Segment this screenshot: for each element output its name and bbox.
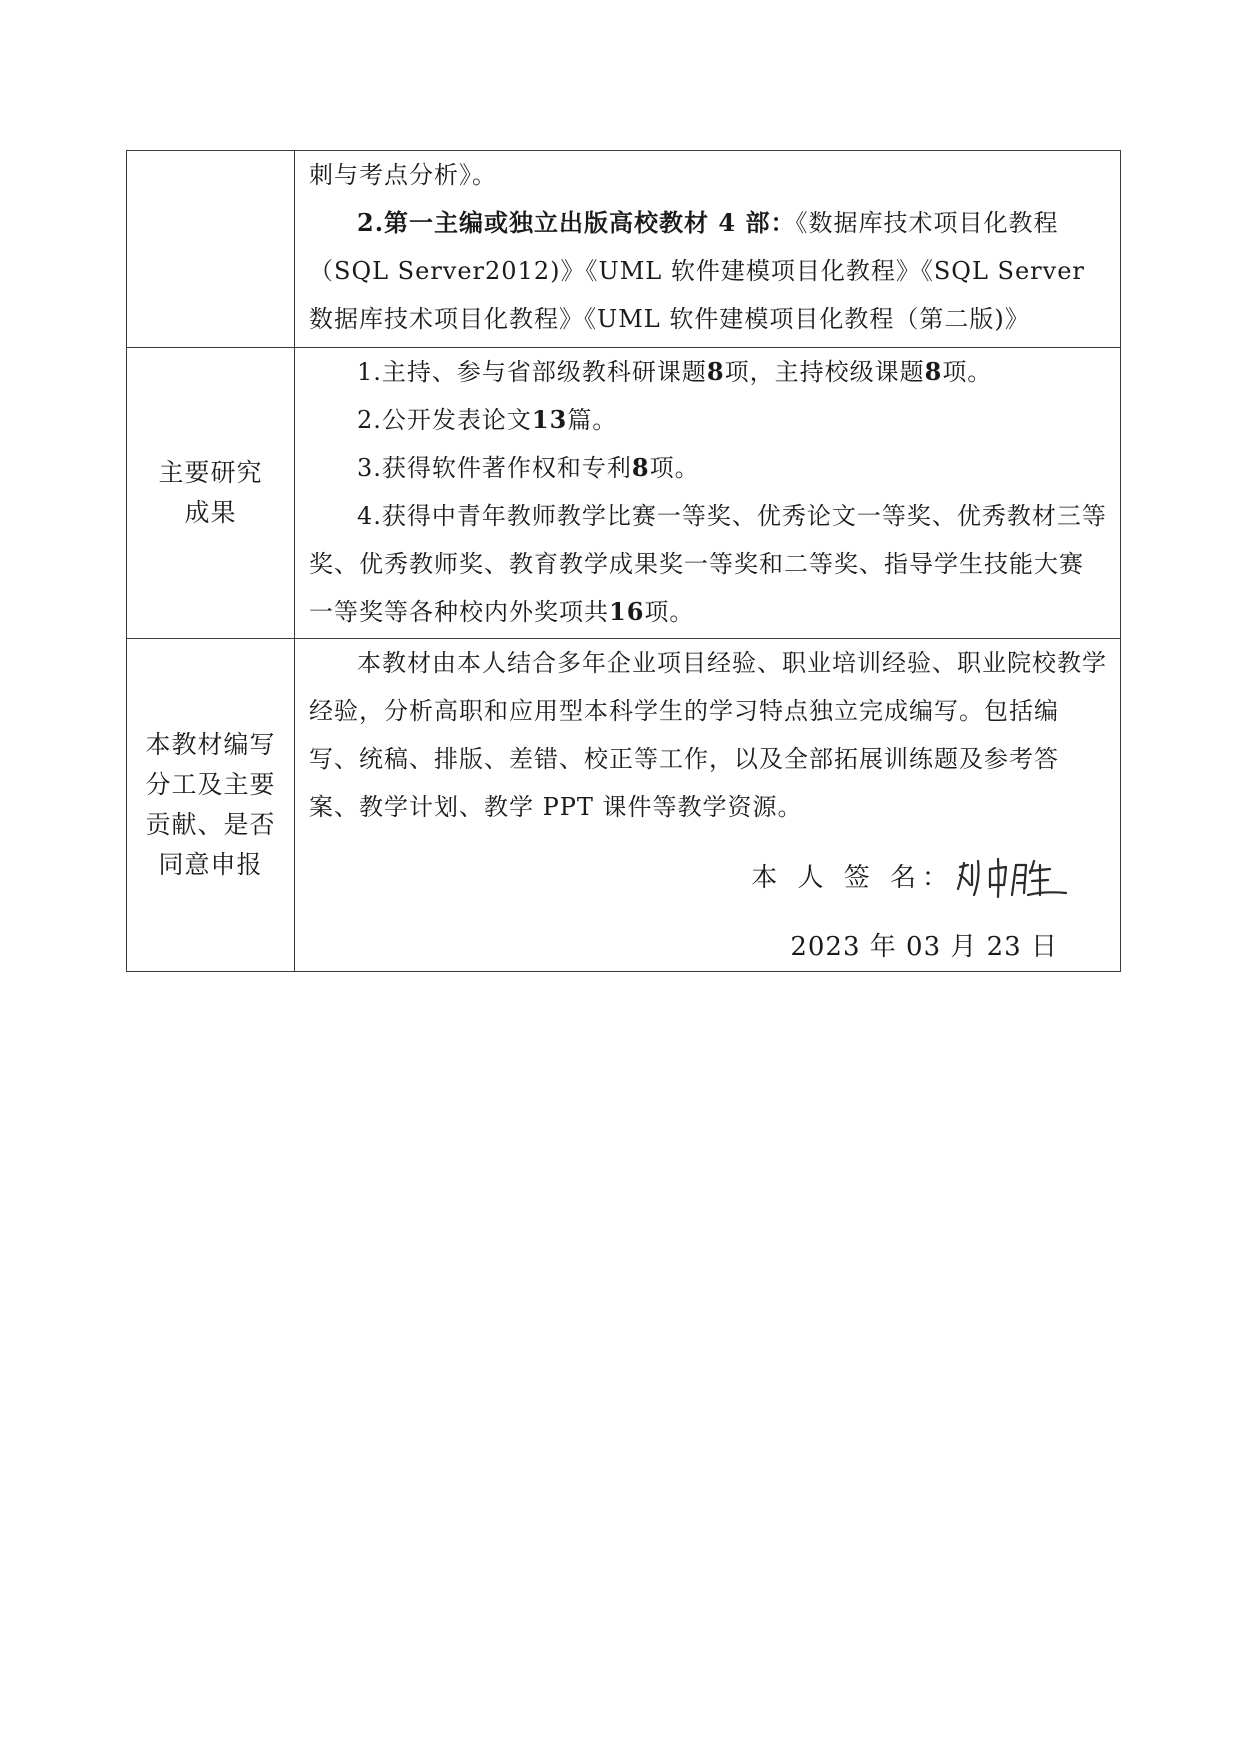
- research-results-label-cell: [127, 348, 295, 639]
- signature-line: [309, 853, 1108, 901]
- research-item-text: 项，主持校级课题: [724, 358, 925, 386]
- research-item-text: 篇。: [567, 406, 618, 434]
- research-item: [309, 396, 1108, 444]
- research-item-count: 8: [631, 453, 650, 482]
- handwritten-signature: [954, 855, 1074, 901]
- textbook-list-heading: 2.第一主编或独立出版高校教材 4 部：: [357, 208, 796, 237]
- research-item-text: 项。: [644, 598, 695, 626]
- signature-label: 本 人 签 名：: [751, 863, 954, 893]
- research-item-text: 3.获得软件著作权和专利: [357, 454, 632, 482]
- textbook-list-paragraph: [309, 199, 1108, 343]
- contribution-label: 本教材编写分工及主要贡献、是否同意申报: [145, 730, 276, 879]
- signature-date: 2023 年 03 月 23 日: [790, 932, 1058, 962]
- research-results-label: 主要研究成果: [158, 458, 263, 527]
- research-item-count: 8: [706, 357, 725, 386]
- research-item-count: 16: [609, 597, 645, 626]
- textbook-continuation: [309, 151, 1108, 199]
- contribution-content-cell: [295, 639, 1121, 972]
- research-item-text: 1.主持、参与省部级教科研课题: [357, 358, 707, 386]
- research-results-content-cell: [295, 348, 1121, 639]
- research-results-row: [127, 348, 1121, 639]
- application-form-table: [126, 150, 1121, 972]
- contribution-row: [127, 639, 1121, 972]
- textbook-list-text: 《数据库技术项目化教程（SQL Server2012)》《UML 软件建模项目化教程》《SQL Server 数据库技术项目化教程》《UML 软件建模项目化教程（第二版)》: [309, 209, 1085, 333]
- textbook-row: [127, 151, 1121, 348]
- research-item-count: 13: [531, 405, 568, 434]
- research-item: [309, 492, 1108, 636]
- research-item-text: 4.获得中青年教师教学比赛一等奖、优秀论文一等奖、优秀教材三等奖、优秀教师奖、教育教学成果奖一等奖和二等奖、指导学生技能大赛一等奖等各种校内外奖项共: [309, 502, 1107, 626]
- textbook-continuation-text: 刺与考点分析》。: [309, 161, 497, 189]
- research-item-text: 2.公开发表论文: [357, 406, 532, 434]
- research-item-count: 8: [924, 357, 943, 386]
- research-item-text: 项。: [942, 358, 993, 386]
- textbook-content-cell: [295, 151, 1121, 348]
- textbook-label-cell: [127, 151, 295, 348]
- research-item: [309, 348, 1108, 396]
- contribution-body: 本教材由本人结合多年企业项目经验、职业培训经验、职业院校教学经验，分析高职和应用型本科学生的学习特点独立完成编写。包括编写、统稿、排版、差错、校正等工作，以及全部拓展训练题及参考答案、教学计划、教学 PPT 课件等教学资源。: [309, 649, 1107, 821]
- contribution-label-cell: [127, 639, 295, 972]
- research-item: [309, 444, 1108, 492]
- research-item-text: 项。: [649, 454, 700, 482]
